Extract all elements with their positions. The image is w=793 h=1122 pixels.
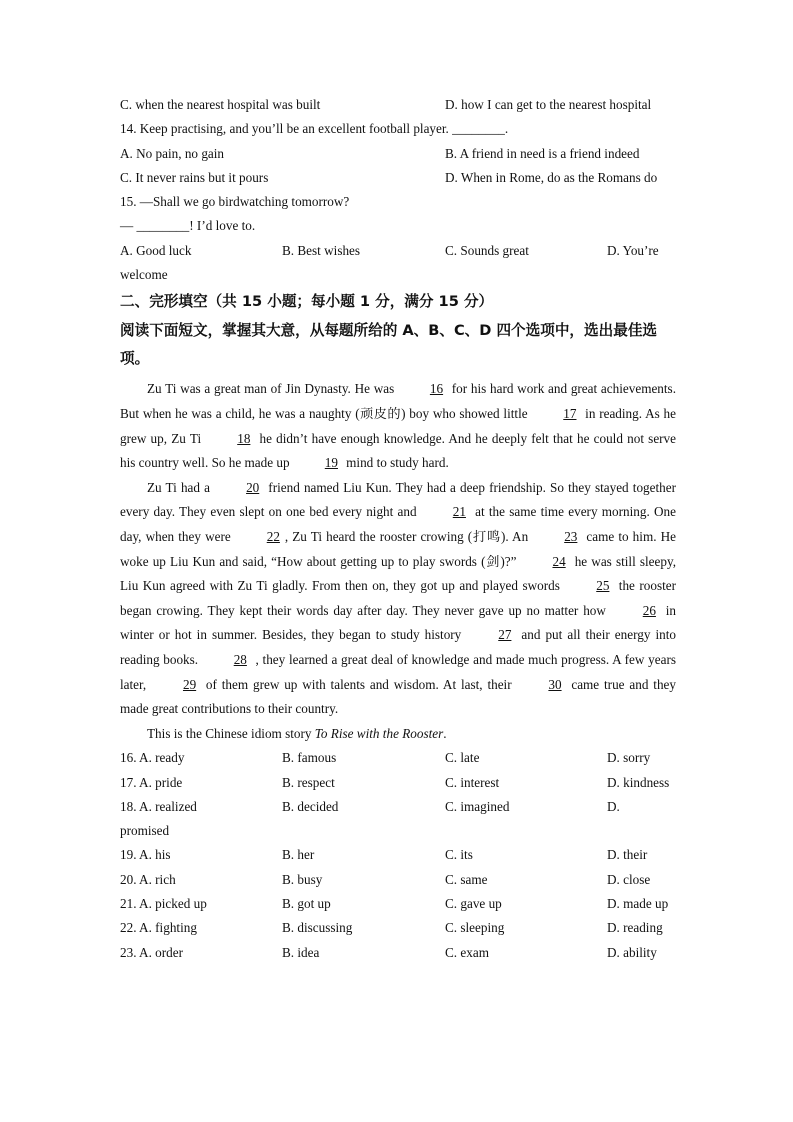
idiom-intro: This is the Chinese idiom story [147,725,315,741]
passage-text: he was still sleepy, Liu Kun agreed with Zu Ti gladly. From then on, they got up and played swords [120,553,676,594]
option-c: C. its [445,847,473,863]
cloze-blank-29: 29 [182,676,197,692]
q15-option-b: B. Best wishes [282,242,361,258]
exam-page [120,93,676,965]
q14-stem: 14. Keep practising, and you’ll be an excellent football player. ________. [120,121,509,137]
option-a: 17. A. pride [120,774,183,790]
q14-option-a: A. No pain, no gain [120,145,225,161]
section-instruction: 阅读下面短文，掌握其大意，从每题所给的 A、B、C、D 四个选项中，选出最佳选项。 [120,322,658,368]
option-row [120,746,676,770]
cloze-blank-27: 27 [498,627,512,643]
passage-text: Zu Ti had a [147,479,215,495]
passage-text: came to him. He woke up Liu Kun and said, “How about getting up to play swords (剑)?” [120,528,676,569]
option-a: 19. A. his [120,847,171,863]
passage-paragraph-1 [120,377,676,475]
cloze-blank-17: 17 [563,405,577,421]
section-title: 二、完形填空（共 15 小题；每小题 1 分，满分 15 分） [120,293,494,311]
passage-text: in reading. As he grew up, Zu Ti [120,405,676,446]
option-b: B. respect [282,774,335,790]
option-b: B. busy [282,871,323,887]
option-a: 16. A. ready [120,750,185,766]
q13-option-d: D. how I can get to the nearest hospital [445,97,652,112]
option-row [120,843,676,867]
option-c: C. interest [445,774,500,790]
passage-text: in winter or hot in summer. Besides, they began to study history [120,602,676,643]
option-c: C. same [445,871,488,887]
option-b: B. got up [282,896,331,912]
passage-text: at the same time every morning. One day, when they were [120,504,676,544]
option-a: 22. A. fighting [120,920,197,936]
passage-text: friend named Liu Kun. They had a deep friendship. So they stayed together every day. They even slept on one bed every night and [120,479,676,520]
cloze-blank-18: 18 [237,430,251,446]
q14-options-row-2 [120,166,676,190]
passage [120,377,676,746]
option-c: C. gave up [445,896,502,912]
q13-option-c: C. when the nearest hospital was built [120,97,321,112]
passage-paragraph-2 [120,476,676,722]
option-d: D. ability [607,944,657,960]
option-row [120,868,676,892]
passage-text: Zu Ti was a great man of Jin Dynasty. He was [147,381,398,397]
cloze-blank-21: 21 [452,504,466,520]
cloze-blank-16: 16 [429,381,444,397]
cloze-blank-20: 20 [246,479,260,495]
option-c: C. sleeping [445,920,505,936]
option-d: D. reading [607,920,663,936]
option-b: B. idea [282,944,320,960]
idiom-period: . [443,725,447,741]
cloze-blank-26: 26 [642,602,656,618]
option-row [120,771,676,795]
q15-reply: — ________! I’d love to. [120,218,256,234]
option-row [120,916,676,940]
cloze-blank-28: 28 [233,651,247,667]
option-row [120,795,676,819]
option-a: 20. A. rich [120,871,176,887]
option-row [120,892,676,916]
option-d: D. close [607,871,651,887]
cloze-blank-22: 22 [266,528,280,544]
q15-option-a: A. Good luck [120,242,192,258]
q13-options-row [120,93,676,117]
q15-option-c: C. Sounds great [445,242,529,258]
passage-paragraph-3 [120,722,676,747]
passage-text: for his hard work and great achievements. But when he was a child, he was a naughty (顽皮的) boy who showed little [120,381,676,421]
passage-text: and put all their energy into reading books. [120,627,676,667]
idiom-title: To Rise with the Rooster [314,725,444,741]
passage-text: , Zu Ti heard the rooster crowing (打鸣). An [284,528,533,544]
option-b: B. discussing [282,920,353,936]
cloze-blank-30: 30 [548,676,562,692]
q15-options-row [120,239,676,263]
q15-option-d-wrap: welcome [120,267,168,283]
option-b: B. decided [282,798,339,814]
cloze-blank-19: 19 [324,455,338,471]
q15-option-d: D. You’re [607,242,659,258]
option-a: 23. A. order [120,944,183,960]
q14-option-c: C. It never rains but it pours [120,169,269,185]
cloze-options-list [120,746,676,965]
option-d: D. their [607,847,648,863]
passage-text: the rooster began crowing. They kept their words day after day. They never gave up no matter how [120,578,677,618]
option-c: C. exam [445,944,489,960]
option-c: C. late [445,750,480,766]
option-a: 21. A. picked up [120,896,207,912]
option-d: D. made up [607,896,669,912]
option-d: D. sorry [607,750,651,766]
option-d: D. [607,798,620,814]
passage-text: mind to study hard. [342,455,449,471]
option-row [120,941,676,965]
passage-text: of them grew up with talents and wisdom. At last, their [201,676,517,692]
option-b: B. her [282,847,315,863]
passage-text: came true and they made great contributions to their country. [120,676,676,717]
q15-stem: 15. —Shall we go birdwatching tomorrow? [120,194,350,210]
cloze-blank-24: 24 [552,553,566,569]
option-b: B. famous [282,750,337,766]
option-d-wrap: promised [120,823,170,839]
passage-text: he didn’t have enough knowledge. And he deeply felt that he could not serve his country well. So he made up [120,430,677,471]
q14-option-d: D. When in Rome, do as the Romans do [445,169,658,185]
option-d: D. kindness [607,774,670,790]
passage-text: , they learned a great deal of knowledge and made much progress. A few years later, [120,651,676,692]
option-c: C. imagined [445,798,510,814]
cloze-blank-23: 23 [564,528,578,544]
cloze-blank-25: 25 [596,578,610,594]
option-a: 18. A. realized [120,798,197,814]
q14-option-b: B. A friend in need is a friend indeed [445,145,640,161]
q14-options-row-1 [120,142,676,166]
